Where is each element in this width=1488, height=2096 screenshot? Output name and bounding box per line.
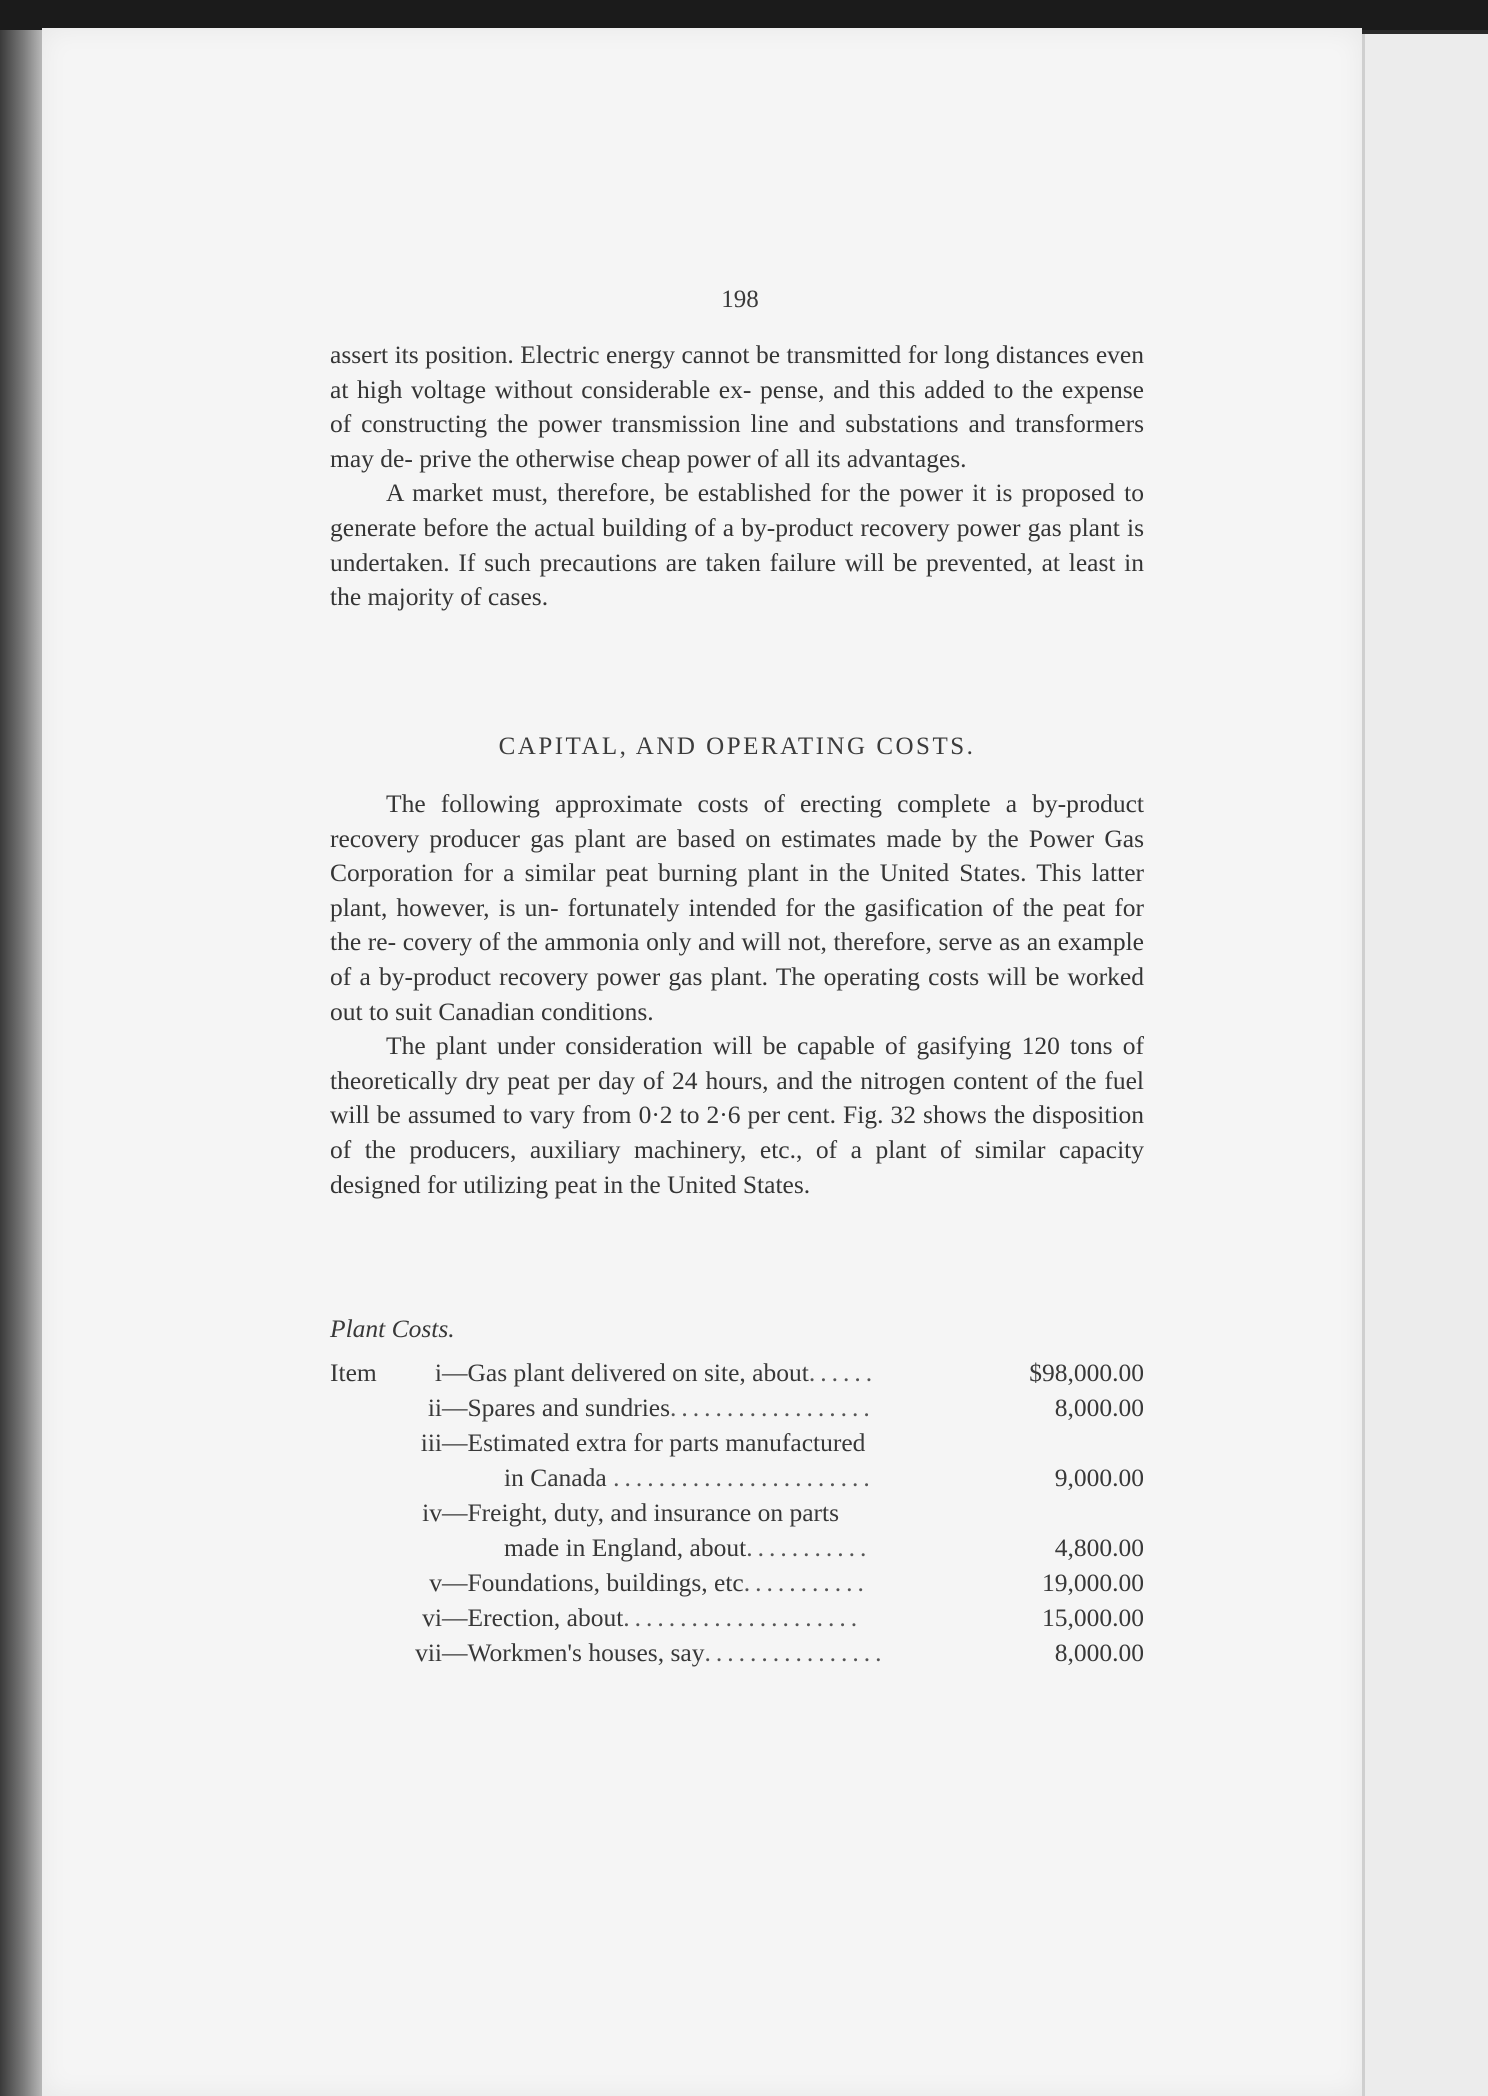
item-amount: 8,000.00 <box>1054 1638 1144 1667</box>
paragraph-4-text <box>330 1029 1144 1202</box>
plant-costs-title: Plant Costs. <box>330 1314 455 1343</box>
section-heading: CAPITAL, AND OPERATING COSTS. <box>498 733 976 760</box>
p3-line: fortunately intended for the gasification of the peat for the re- <box>330 892 1145 957</box>
p1-line: long distances even at high voltage without considerable ex- <box>330 340 1144 404</box>
paragraph-3-text <box>330 787 1144 1029</box>
item-description-continued <box>504 1463 875 1493</box>
cost-item-row <box>330 1568 1144 1603</box>
item-description: —Gas plant delivered on site, about...... <box>442 1358 878 1387</box>
p1-line: prive the otherwise cheap power of all its advantages. <box>419 443 967 473</box>
p3-line: The following approximate costs of erecting complete a <box>386 789 1018 818</box>
cost-item-row-continued <box>330 1463 1144 1498</box>
p1-line: transmission line and substations and transformers may de- <box>330 409 1144 473</box>
item-text: Freight, duty, and insurance on parts <box>467 1498 840 1527</box>
cost-item-row <box>330 1638 1144 1673</box>
p4-line: nitrogen content of the fuel will be assumed to vary from 0·2 <box>330 1065 1145 1130</box>
item-number: ii <box>427 1393 442 1422</box>
leader-dots: ........... <box>743 1568 869 1597</box>
cost-item-row <box>330 1393 1144 1428</box>
p4-line: to 2·6 per cent. Fig. 32 shows the disposition of the producers, <box>330 1100 1145 1164</box>
leader-dots: ................ <box>704 1638 887 1667</box>
item-description: —Workmen's houses, say................ <box>442 1638 887 1667</box>
item-amount: 9,000.00 <box>1054 1463 1144 1492</box>
p3-line: an example of a by-product recovery power gas plant. The <box>330 927 1144 991</box>
cost-item-row <box>330 1603 1144 1638</box>
p4-line: 120 tons of theoretically dry peat per day of 24 hours, and the <box>330 1031 1145 1095</box>
item-word: Item <box>330 1358 377 1387</box>
book-spine-edge <box>0 30 42 2096</box>
item-description: —Erection, about..................... <box>442 1603 863 1632</box>
p3-line: made by the Power Gas Corporation for a similar peat burning <box>330 823 1144 888</box>
item-amount: 8,000.00 <box>1054 1393 1144 1422</box>
p3-line: by-product recovery producer gas plant are based on estimates <box>330 789 1145 853</box>
cost-item-row <box>330 1358 1144 1393</box>
item-text: Gas plant delivered on site, about <box>467 1358 809 1387</box>
p3-line: plant in the United States. This latter plant, however, is un- <box>330 858 1145 922</box>
item-text: made in England, about <box>504 1533 747 1562</box>
item-amount: 19,000.00 <box>1042 1568 1144 1597</box>
p1-line: pense, and this added to the expense of constructing the power <box>330 374 1144 439</box>
item-amount: 15,000.00 <box>1042 1603 1144 1632</box>
leader-dots: ....................... <box>613 1463 875 1492</box>
p3-line: covery of the ammonia only and will not, therefore, serve as <box>402 927 1021 957</box>
p1-line: assert its position. Electric energy cannot be transmitted for <box>330 340 938 369</box>
item-description: —Freight, duty, and insurance on parts <box>442 1498 840 1527</box>
scan-top-border <box>0 0 1488 30</box>
paragraph-3 <box>330 787 1144 1202</box>
p2-line: recovery power gas plant is undertaken. If such precautions <box>330 512 1145 577</box>
leader-dots: ..................... <box>623 1603 863 1632</box>
p4-line: The plant under consideration will be capable of gasifying <box>386 1031 1012 1061</box>
cost-item-row <box>330 1428 1144 1463</box>
leader-dots: ........... <box>746 1533 872 1562</box>
item-text: Erection, about <box>467 1603 624 1632</box>
item-number: i <box>434 1358 442 1387</box>
item-text: Foundations, buildings, etc <box>467 1568 744 1597</box>
facing-page-edge <box>1362 34 1488 2096</box>
item-number: v <box>429 1568 442 1597</box>
item-description: —Spares and sundries.................. <box>442 1393 875 1422</box>
item-number: vi <box>422 1603 442 1632</box>
item-text: in Canada <box>504 1463 607 1492</box>
p2-line: is proposed to generate before the actual building of a by-product <box>330 478 1145 542</box>
item-description-continued <box>504 1533 871 1563</box>
cost-item-row-continued <box>330 1533 1144 1568</box>
plant-costs-list <box>330 1358 1144 1673</box>
item-description: —Estimated extra for parts manufactured <box>442 1428 866 1457</box>
leader-dots: ...... <box>808 1358 878 1387</box>
p2-line: are taken failure will be prevented, at least in the majority of <box>330 547 1145 612</box>
item-text: Workmen's houses, say <box>467 1638 705 1667</box>
leader-dots: .................. <box>670 1393 875 1422</box>
item-number: vii <box>415 1638 442 1667</box>
cost-item-row <box>330 1498 1144 1533</box>
item-number: iv <box>422 1498 442 1527</box>
item-description: —Foundations, buildings, etc........... <box>442 1568 869 1597</box>
page-number: 198 <box>721 286 759 313</box>
p4-line: auxiliary machinery, etc., of a plant of similar capacity designed <box>330 1134 1144 1199</box>
paragraph-1-text <box>330 338 1144 476</box>
p4-line: for utilizing peat in the United States. <box>427 1169 811 1199</box>
paragraph-2-text <box>330 476 1144 614</box>
p2-line: cases. <box>487 582 549 612</box>
paragraph-1 <box>330 338 1144 615</box>
item-text: Spares and sundries <box>467 1393 671 1422</box>
p3-line: operating costs will be worked out to suit Canadian conditions. <box>330 961 1144 1026</box>
item-amount: $98,000.00 <box>1029 1358 1144 1387</box>
item-amount: 4,800.00 <box>1054 1533 1144 1562</box>
item-text: Estimated extra for parts manufactured <box>467 1428 866 1457</box>
item-number: iii <box>420 1428 442 1457</box>
p2-line: A market must, therefore, be established for the power it <box>386 478 987 508</box>
